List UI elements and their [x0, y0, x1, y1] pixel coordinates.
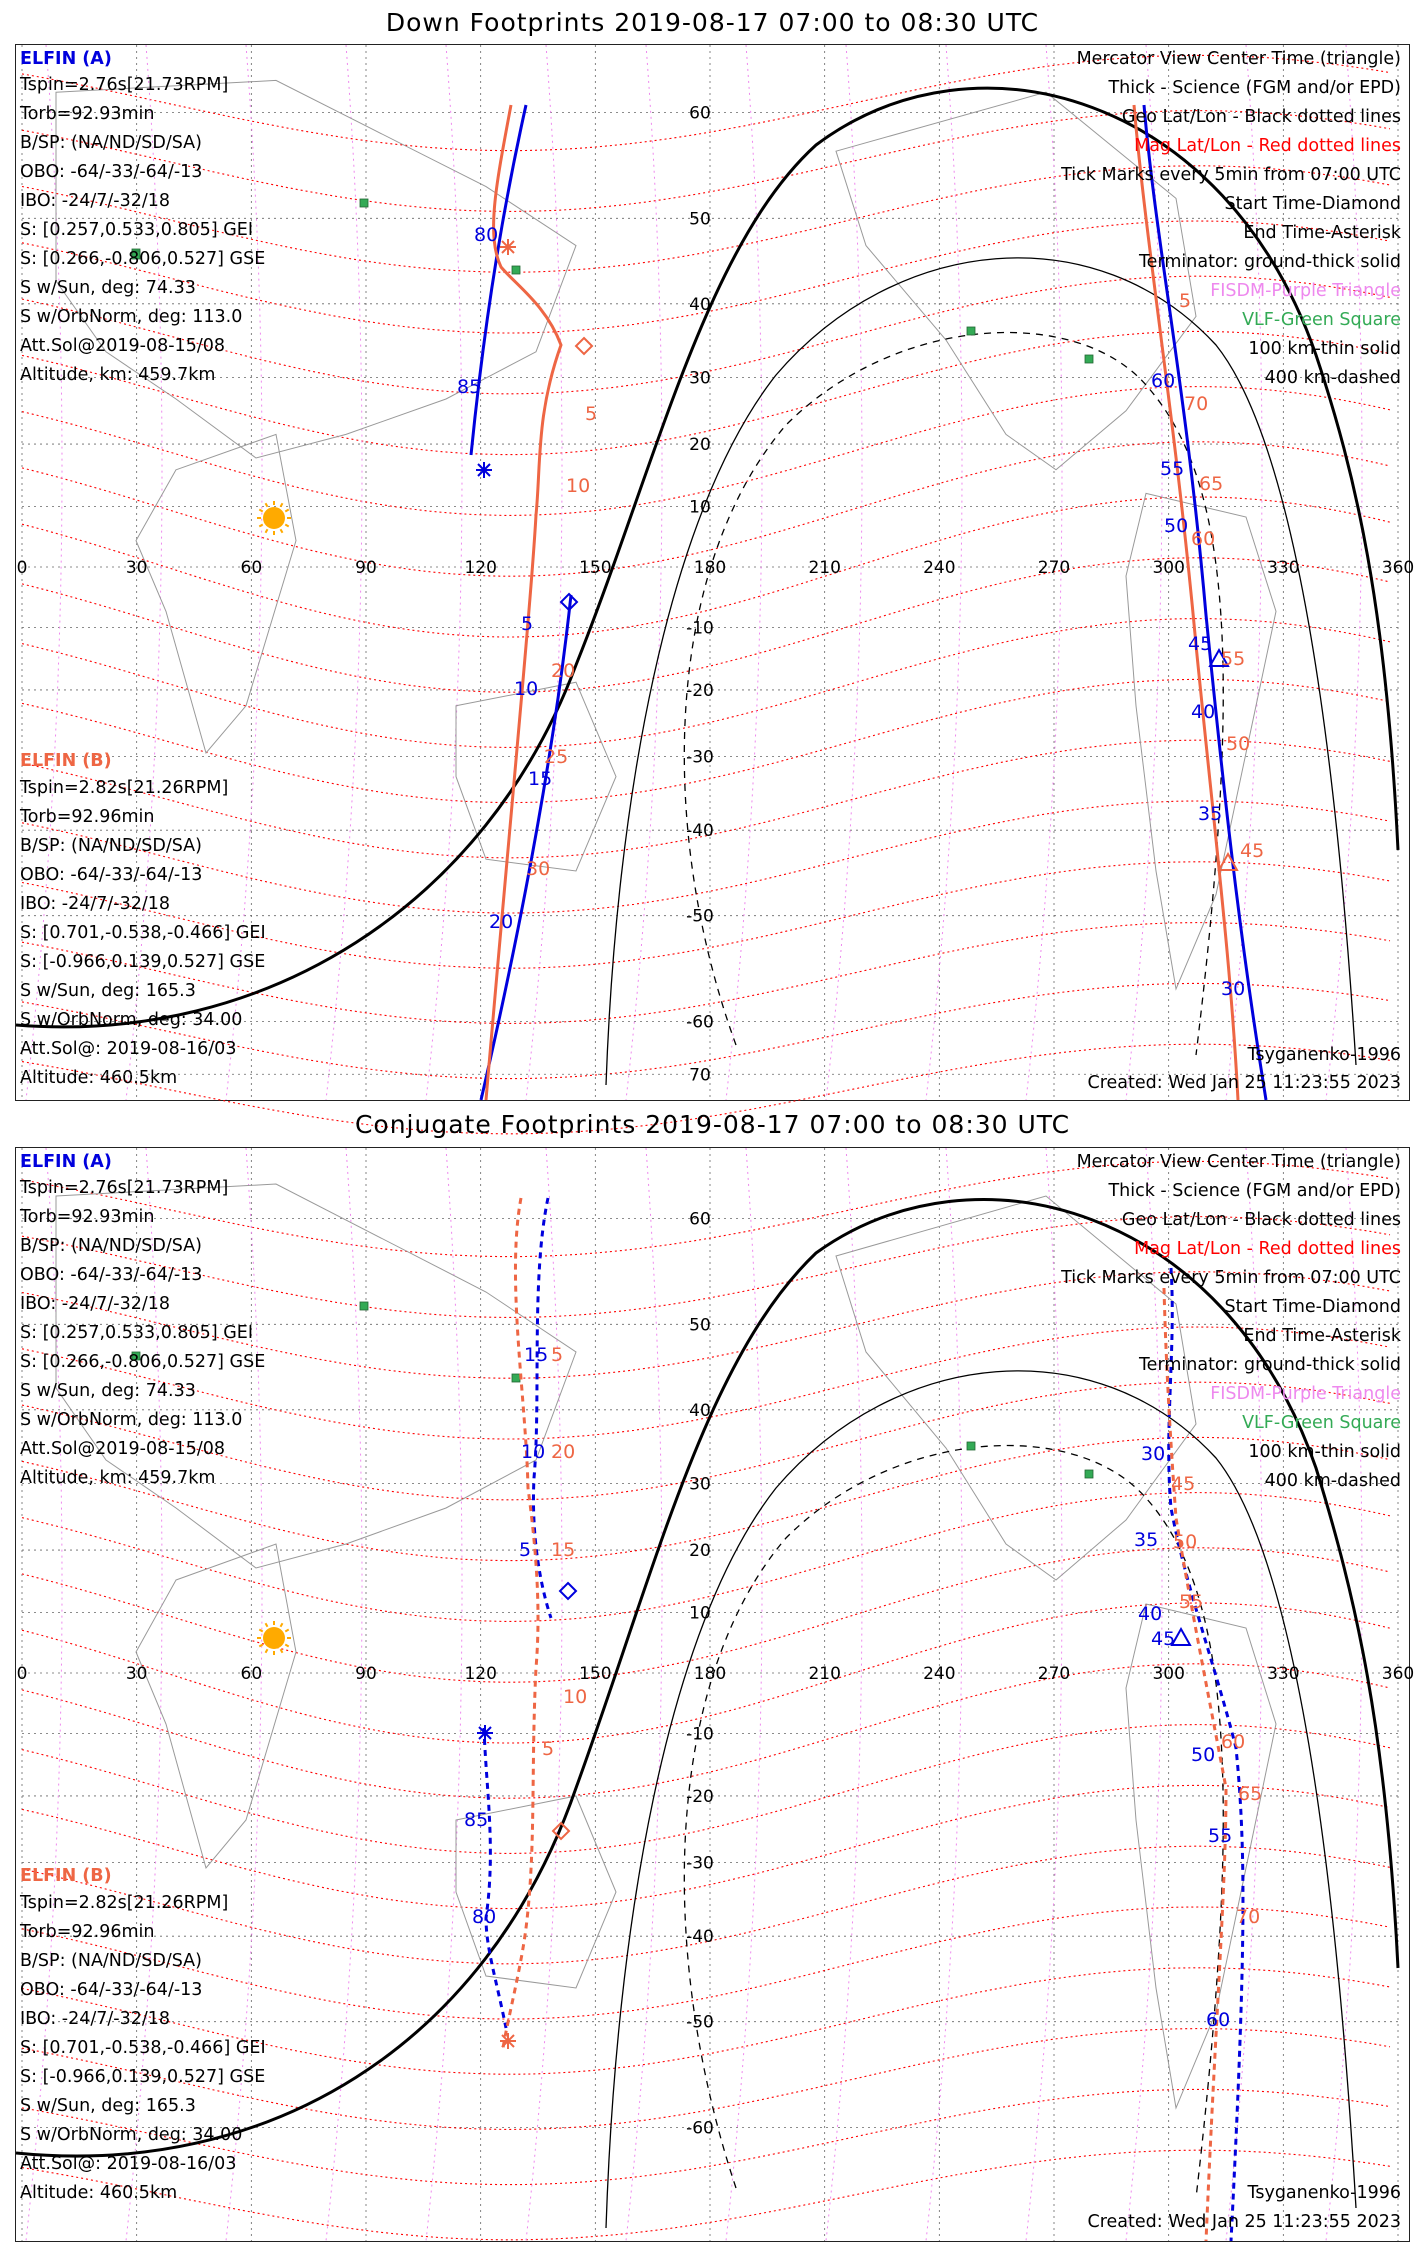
info-line: IBO: -24/7/-32/18: [20, 191, 171, 211]
info-line: Torb=92.93min: [20, 1207, 155, 1227]
track-tick-label: 20: [489, 911, 514, 933]
vlf-square: [360, 199, 368, 207]
sun-ray: [281, 529, 283, 532]
elfin-b-info: [20, 1893, 266, 2212]
legend-end-time: End Time-Asterisk: [1243, 223, 1401, 243]
legend-science: Thick - Science (FGM and/or EPD): [1108, 1181, 1401, 1201]
longitude-tick-label: 90: [355, 1664, 377, 1684]
track-tick-label: 80: [474, 224, 499, 246]
info-line: IBO: -24/7/-32/18: [20, 2009, 171, 2029]
info-line: Tspin=2.76s[21.73RPM]: [20, 1178, 229, 1198]
track-tick-label: 30: [1221, 978, 1246, 1000]
longitude-tick-label: 330: [1267, 1664, 1300, 1684]
longitude-tick-label: 0: [16, 558, 28, 578]
track-tick-label: 55: [1221, 648, 1246, 670]
elfin-b-info: [20, 778, 266, 1097]
info-line: Altitude: 460.5km: [20, 1068, 178, 1088]
track-tick-label: 10: [514, 678, 539, 700]
track-tick-label: 45: [1188, 633, 1213, 655]
latitude-tick-label: -20: [686, 1786, 714, 1807]
track-tick-label: 10: [563, 1686, 588, 1708]
longitude-tick-label: 270: [1037, 558, 1071, 578]
mag-meridian: [426, 1148, 462, 2241]
longitude-tick-label: 150: [579, 558, 612, 578]
track-tick-labels: [464, 1344, 1262, 2031]
info-line: Att.Sol@2019-08-15/08: [20, 1439, 225, 1459]
vlf-square: [967, 327, 975, 335]
track-tick-label: 10: [566, 475, 591, 497]
info-line: Tspin=2.82s[21.26RPM]: [20, 1893, 229, 1913]
sun-ray: [281, 1623, 283, 1626]
info-line: Torb=92.93min: [20, 104, 155, 124]
latitude-tick-label: -50: [686, 2012, 714, 2033]
latitude-tick-label: 10: [689, 1603, 711, 1624]
info-line: B/SP: (NA/ND/SD/SA): [20, 133, 202, 153]
latitude-tick-label: -30: [686, 1853, 714, 1874]
created-label: Created: Wed Jan 25 11:23:55 2023: [1087, 1073, 1401, 1093]
info-line: Altitude, km: 459.7km: [20, 365, 216, 385]
track-tick-label: 10: [521, 1441, 546, 1463]
latitude-tick-label: 70: [689, 1065, 711, 1086]
elfin-b-name: ELFIN (B): [20, 1866, 112, 1886]
track-tick-label: 85: [464, 1809, 489, 1831]
sun-icon: [257, 1621, 291, 1655]
mag-meridian: [1126, 1148, 1162, 2241]
mag-meridian: [726, 45, 762, 1100]
end-asterisk: [476, 462, 492, 478]
info-line: S w/Sun, deg: 74.33: [20, 278, 196, 298]
track-tick-label: 5: [1179, 290, 1192, 312]
sun-disk: [263, 1627, 285, 1649]
track-tick-label: 80: [472, 1906, 497, 1928]
info-line: Tspin=2.82s[21.26RPM]: [20, 778, 229, 798]
sun-ray: [259, 510, 262, 512]
info-line: IBO: -24/7/-32/18: [20, 894, 171, 914]
track-tick-label: 50: [1164, 515, 1189, 537]
info-line: IBO: -24/7/-32/18: [20, 1294, 171, 1314]
track-tick-label: 15: [551, 1539, 576, 1561]
track-tick-label: 45: [1151, 1628, 1176, 1650]
terminator-400km: [684, 333, 1223, 1055]
track-tick-label: 50: [1226, 733, 1251, 755]
legend-view-center: Mercator View Center Time (triangle): [1076, 1152, 1401, 1172]
elfin-b-track-north: [503, 1198, 538, 2048]
legend-terminator: Terminator: ground-thick solid: [1138, 252, 1401, 272]
terminator-100km: [606, 258, 1356, 1085]
track-tick-label: 70: [1184, 393, 1209, 415]
track-tick-label: 35: [1198, 803, 1223, 825]
latitude-tick-label: -20: [686, 680, 714, 701]
elfin-b-track-north: [486, 105, 561, 1100]
latitude-tick-label: -60: [686, 1012, 714, 1033]
longitude-tick-label: 300: [1152, 1664, 1185, 1684]
info-line: Altitude: 460.5km: [20, 2183, 178, 2203]
latitude-tick-label: 30: [689, 368, 711, 389]
longitude-tick-label: 120: [464, 558, 497, 578]
latitude-tick-label: -10: [686, 1724, 714, 1745]
vlf-square: [1085, 1470, 1093, 1478]
info-line: B/SP: (NA/ND/SD/SA): [20, 1236, 202, 1256]
sun-ray: [266, 1623, 268, 1626]
end-asterisk: [500, 2033, 516, 2049]
sun-ray: [281, 503, 283, 506]
track-tick-label: 5: [542, 1738, 555, 1760]
legend-vlf: VLF-Green Square: [1242, 310, 1401, 330]
mag-meridian: [1026, 1148, 1062, 2241]
longitude-tick-label: 180: [693, 558, 727, 578]
latitude-tick-label: -10: [686, 618, 714, 639]
vlf-square: [1085, 355, 1093, 363]
model-label: Tsyganenko-1996: [1247, 2183, 1401, 2203]
info-line: S w/OrbNorm, deg: 34.00: [20, 1010, 243, 1030]
longitude-tick-label: 210: [808, 558, 841, 578]
created-label: Created: Wed Jan 25 11:23:55 2023: [1087, 2212, 1401, 2232]
vlf-square: [360, 1302, 368, 1310]
latitude-tick-label: 60: [689, 103, 711, 124]
track-tick-label: 25: [544, 746, 569, 768]
longitude-tick-label: 120: [464, 1664, 497, 1684]
legend-science: Thick - Science (FGM and/or EPD): [1108, 78, 1401, 98]
legend-100km: 100 km-thin solid: [1248, 1442, 1401, 1462]
latitude-tick-label: 20: [689, 435, 711, 456]
elfin-a-info: [20, 75, 265, 394]
legend-fisdm: FISDM-Purple Triangle: [1210, 1384, 1401, 1404]
longitude-tick-label: 360: [1381, 558, 1415, 578]
longitude-tick-label: 240: [923, 558, 956, 578]
end-asterisk: [477, 1725, 493, 1741]
track-tick-label: 30: [1141, 1443, 1166, 1465]
legend-mag-grid: Mag Lat/Lon - Red dotted lines: [1134, 1239, 1401, 1259]
track-tick-label: 15: [524, 1344, 549, 1366]
elfin-a-track-north: [533, 1198, 551, 1618]
track-tick-label: 50: [1173, 1531, 1198, 1553]
landmass: [136, 434, 296, 753]
info-line: Tspin=2.76s[21.73RPM]: [20, 75, 229, 95]
legend-mag-grid: Mag Lat/Lon - Red dotted lines: [1134, 136, 1401, 156]
vlf-square: [512, 1374, 520, 1382]
longitude-tick-label: 0: [16, 1664, 28, 1684]
sun-ray: [266, 529, 268, 532]
track-tick-label: 40: [1138, 1603, 1163, 1625]
track-tick-label: 60: [1191, 528, 1216, 550]
info-line: OBO: -64/-33/-64/-13: [20, 162, 203, 182]
track-tick-label: 55: [1179, 1591, 1204, 1613]
sun-ray: [285, 525, 288, 527]
longitude-tick-label: 270: [1037, 1664, 1071, 1684]
sun-ray: [281, 1649, 283, 1652]
vlf-square: [512, 266, 520, 274]
track-tick-label: 35: [1134, 1529, 1159, 1551]
track-tick-label: 60: [1206, 2009, 1231, 2031]
elfin-a-track-south: [484, 1728, 506, 2028]
elfin-a-name: ELFIN (A): [20, 1152, 112, 1172]
info-line: B/SP: (NA/ND/SD/SA): [20, 1951, 202, 1971]
longitude-tick-label: 30: [125, 1664, 148, 1684]
track-tick-label: 20: [551, 660, 576, 682]
mag-meridian: [626, 45, 662, 1100]
sun-ray: [259, 1645, 262, 1647]
info-line: S: [0.701,-0.538,-0.466] GEI: [20, 2038, 266, 2058]
info-line: Att.Sol@: 2019-08-16/03: [20, 2154, 237, 2174]
info-line: S: [0.257,0.533,0.805] GEI: [20, 220, 253, 240]
track-tick-label: 70: [1236, 1906, 1261, 1928]
info-line: S: [-0.966,0.139,0.527] GSE: [20, 952, 266, 972]
sun-ray: [285, 510, 288, 512]
latitude-tick-label: 40: [689, 1400, 711, 1421]
track-tick-label: 65: [1199, 473, 1224, 495]
longitude-tick-label: 210: [808, 1664, 841, 1684]
legend-400km: 400 km-dashed: [1264, 1471, 1401, 1491]
info-line: S: [0.257,0.533,0.805] GEI: [20, 1323, 253, 1343]
down-footprints-panel: [15, 44, 1415, 1101]
vlf-square: [967, 1442, 975, 1450]
latitude-tick-label: 10: [689, 497, 711, 518]
mag-meridian: [426, 45, 462, 1100]
track-tick-label: 15: [528, 768, 553, 790]
down-footprints-title: Down Footprints 2019-08-17 07:00 to 08:30 UTC: [385, 8, 1040, 37]
track-tick-label: 50: [1191, 1744, 1216, 1766]
latitude-tick-label: -60: [686, 2118, 714, 2139]
info-line: S w/Sun, deg: 165.3: [20, 981, 196, 1001]
longitude-labels: [17, 558, 1415, 578]
sun-ray: [285, 1630, 288, 1632]
track-tick-label: 5: [519, 1539, 532, 1561]
legend-end-time: End Time-Asterisk: [1243, 1326, 1401, 1346]
mag-meridian: [826, 1148, 862, 2241]
longitude-tick-label: 150: [579, 1664, 612, 1684]
latitude-tick-label: 50: [689, 209, 711, 230]
info-line: S: [0.266,-0.806,0.527] GSE: [20, 249, 266, 269]
elfin-b-name: ELFIN (B): [20, 751, 112, 771]
track-tick-label: 55: [1160, 458, 1185, 480]
legend-start-time: Start Time-Diamond: [1224, 194, 1401, 214]
sun-disk: [263, 507, 285, 529]
track-tick-label: 65: [1238, 1783, 1263, 1805]
track-tick-label: 45: [1240, 840, 1265, 862]
sun-ray: [259, 525, 262, 527]
info-line: OBO: -64/-33/-64/-13: [20, 1265, 203, 1285]
info-line: S w/OrbNorm, deg: 113.0: [20, 307, 243, 327]
latitude-tick-label: -50: [686, 906, 714, 927]
elfin-a-track-north: [471, 105, 526, 455]
elfin-a-info: [20, 1178, 265, 1497]
track-tick-label: 85: [457, 376, 482, 398]
legend-tick-marks: Tick Marks every 5min from 07:00 UTC: [1061, 1268, 1401, 1288]
latitude-tick-label: 40: [689, 294, 711, 315]
info-line: S w/OrbNorm, deg: 34.00: [20, 2125, 243, 2145]
legend-terminator: Terminator: ground-thick solid: [1138, 1355, 1401, 1375]
legend-tick-marks: Tick Marks every 5min from 07:00 UTC: [1061, 165, 1401, 185]
sun-ray: [285, 1645, 288, 1647]
legend-fisdm: FISDM-Purple Triangle: [1210, 281, 1401, 301]
mag-meridian: [926, 1148, 962, 2241]
sun-ray: [259, 1630, 262, 1632]
model-label: Tsyganenko-1996: [1247, 1045, 1401, 1065]
legend-view-center: Mercator View Center Time (triangle): [1076, 49, 1401, 69]
longitude-tick-label: 360: [1381, 1664, 1415, 1684]
info-line: Torb=92.96min: [20, 1922, 155, 1942]
info-line: S: [-0.966,0.139,0.527] GSE: [20, 2067, 266, 2087]
longitude-tick-label: 300: [1152, 558, 1185, 578]
info-line: S: [0.701,-0.538,-0.466] GEI: [20, 923, 266, 943]
sun-ray: [266, 503, 268, 506]
track-tick-label: 55: [1208, 1825, 1233, 1847]
longitude-tick-label: 180: [693, 1664, 727, 1684]
longitude-tick-label: 60: [240, 558, 263, 578]
info-line: OBO: -64/-33/-64/-13: [20, 1980, 203, 2000]
latitude-tick-label: 30: [689, 1474, 711, 1495]
info-line: S w/OrbNorm, deg: 113.0: [20, 1410, 243, 1430]
track-tick-label: 60: [1151, 370, 1176, 392]
mag-meridian: [526, 1148, 562, 2241]
landmass: [1126, 1604, 1276, 2108]
info-line: S w/Sun, deg: 165.3: [20, 2096, 196, 2116]
legend-geo-grid: Geo Lat/Lon - Black dotted lines: [1121, 1210, 1401, 1230]
track-tick-label: 20: [551, 1441, 576, 1463]
info-line: Att.Sol@: 2019-08-16/03: [20, 1039, 237, 1059]
longitude-tick-label: 240: [923, 1664, 956, 1684]
longitude-tick-label: 90: [355, 558, 377, 578]
track-tick-label: 5: [585, 403, 598, 425]
elfin-a-name: ELFIN (A): [20, 49, 112, 69]
longitude-tick-label: 30: [125, 558, 148, 578]
conjugate-footprints-title: Conjugate Footprints 2019-08-17 07:00 to 08:30 UTC: [354, 1110, 1071, 1139]
start-diamond: [576, 338, 592, 354]
info-line: S: [0.266,-0.806,0.527] GSE: [20, 1352, 266, 1372]
info-line: Altitude, km: 459.7km: [20, 1468, 216, 1488]
latitude-tick-label: 50: [689, 1315, 711, 1336]
terminator-400km: [684, 1446, 1223, 2198]
latitude-tick-label: 60: [689, 1209, 711, 1230]
info-line: S w/Sun, deg: 74.33: [20, 1381, 196, 1401]
mag-meridian: [726, 1148, 762, 2241]
track-tick-label: 5: [521, 613, 534, 635]
legend-400km: 400 km-dashed: [1264, 368, 1401, 388]
info-line: B/SP: (NA/ND/SD/SA): [20, 836, 202, 856]
info-line: Att.Sol@2019-08-15/08: [20, 336, 225, 356]
track-tick-label: 30: [526, 858, 551, 880]
track-tick-label: 40: [1191, 701, 1216, 723]
track-tick-label: 5: [551, 1344, 564, 1366]
latitude-tick-label: -40: [686, 1927, 714, 1948]
longitude-tick-label: 60: [240, 1664, 263, 1684]
longitude-tick-label: 330: [1267, 558, 1300, 578]
latitude-tick-label: -30: [686, 747, 714, 768]
sun-ray: [266, 1649, 268, 1652]
info-line: OBO: -64/-33/-64/-13: [20, 865, 203, 885]
track-tick-label: 45: [1171, 1473, 1196, 1495]
info-line: Torb=92.96min: [20, 807, 155, 827]
legend-100km: 100 km-thin solid: [1248, 339, 1401, 359]
latitude-tick-label: -40: [686, 821, 714, 842]
legend-vlf: VLF-Green Square: [1242, 1413, 1401, 1433]
start-diamond: [560, 1583, 576, 1599]
track-tick-label: 60: [1221, 1731, 1246, 1753]
legend-start-time: Start Time-Diamond: [1224, 1297, 1401, 1317]
latitude-tick-label: 20: [689, 1541, 711, 1562]
mag-meridian: [626, 1148, 662, 2241]
end-asterisk: [500, 239, 516, 255]
legend-geo-grid: Geo Lat/Lon - Black dotted lines: [1121, 107, 1401, 127]
